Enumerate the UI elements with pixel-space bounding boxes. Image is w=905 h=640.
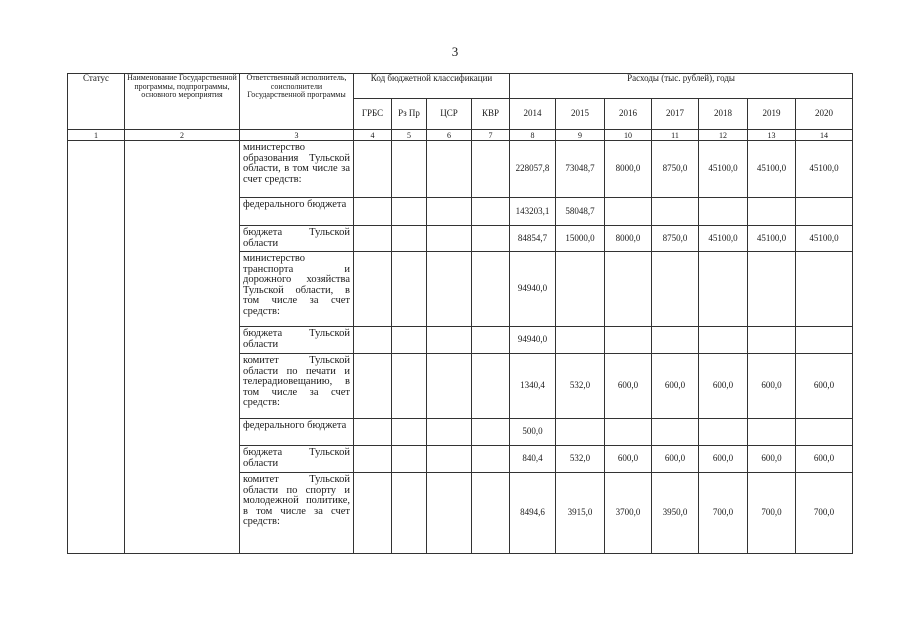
header-code-grbs: ГРБС	[354, 99, 392, 130]
value-cell: 94940,0	[510, 252, 556, 327]
value-cell: 840,4	[510, 446, 556, 473]
header-responsible: Ответственный исполнитель, соисполнители Государственной программы	[240, 74, 354, 130]
value-cell: 700,0	[748, 473, 796, 554]
value-cell: 600,0	[605, 354, 652, 419]
value-cell	[748, 419, 796, 446]
responsible-cell: министерство транспорта и дорожного хозяйства Тульской области, в том числе за счет средств:	[240, 252, 354, 327]
column-number: 6	[427, 130, 472, 141]
value-cell	[796, 327, 853, 354]
value-cell: 45100,0	[796, 141, 853, 198]
column-number: 1	[68, 130, 125, 141]
value-cell: 600,0	[699, 446, 748, 473]
column-number: 12	[699, 130, 748, 141]
responsible-cell: комитет Тульской области по спорту и молодежной политике, в том числе за счет средств:	[240, 473, 354, 554]
header-year: 2016	[605, 99, 652, 130]
value-cell: 45100,0	[748, 226, 796, 252]
value-cell: 600,0	[699, 354, 748, 419]
status-cell	[68, 141, 125, 554]
header-code-csr: ЦСР	[427, 99, 472, 130]
value-cell: 45100,0	[796, 226, 853, 252]
header-year: 2020	[796, 99, 853, 130]
value-cell: 600,0	[605, 446, 652, 473]
responsible-cell: федерального бюджета	[240, 419, 354, 446]
value-cell: 3950,0	[652, 473, 699, 554]
value-cell: 58048,7	[556, 198, 605, 226]
header-code-rzpr: Рз Пр	[392, 99, 427, 130]
column-number: 13	[748, 130, 796, 141]
value-cell	[605, 327, 652, 354]
value-cell: 3915,0	[556, 473, 605, 554]
header-year: 2014	[510, 99, 556, 130]
responsible-cell: бюджета Тульской области	[240, 446, 354, 473]
value-cell: 8494,6	[510, 473, 556, 554]
value-cell	[748, 327, 796, 354]
value-cell	[605, 198, 652, 226]
value-cell: 8750,0	[652, 226, 699, 252]
value-cell: 3700,0	[605, 473, 652, 554]
responsible-cell: федерального бюджета	[240, 198, 354, 226]
value-cell	[748, 252, 796, 327]
page-number: 3	[451, 44, 459, 59]
value-cell: 600,0	[748, 354, 796, 419]
value-cell: 73048,7	[556, 141, 605, 198]
column-numbers-row	[68, 130, 853, 141]
value-cell	[699, 252, 748, 327]
column-number: 3	[240, 130, 354, 141]
column-number: 4	[354, 130, 392, 141]
value-cell	[796, 419, 853, 446]
value-cell	[556, 419, 605, 446]
column-number: 7	[472, 130, 510, 141]
header-program-name: Наименование Государственной программы, подпрограммы, основного мероприятия	[125, 74, 240, 130]
header-year: 2019	[748, 99, 796, 130]
value-cell	[556, 252, 605, 327]
value-cell	[652, 327, 699, 354]
responsible-cell: бюджета Тульской области	[240, 226, 354, 252]
value-cell: 15000,0	[556, 226, 605, 252]
column-number: 10	[605, 130, 652, 141]
value-cell: 84854,7	[510, 226, 556, 252]
value-cell	[699, 419, 748, 446]
value-cell: 1340,4	[510, 354, 556, 419]
header-year: 2015	[556, 99, 605, 130]
header-budget-code: Код бюджетной классификации	[354, 74, 510, 99]
value-cell: 600,0	[748, 446, 796, 473]
value-cell	[652, 419, 699, 446]
column-number: 14	[796, 130, 853, 141]
value-cell: 600,0	[796, 354, 853, 419]
column-number: 2	[125, 130, 240, 141]
value-cell: 94940,0	[510, 327, 556, 354]
header-year: 2018	[699, 99, 748, 130]
program-name-cell	[125, 141, 240, 554]
value-cell: 600,0	[652, 446, 699, 473]
value-cell: 8750,0	[652, 141, 699, 198]
value-cell: 45100,0	[699, 141, 748, 198]
value-cell: 143203,1	[510, 198, 556, 226]
value-cell: 532,0	[556, 446, 605, 473]
value-cell: 45100,0	[748, 141, 796, 198]
value-cell: 532,0	[556, 354, 605, 419]
value-cell: 600,0	[796, 446, 853, 473]
value-cell: 700,0	[699, 473, 748, 554]
header-status: Статус	[68, 74, 125, 130]
responsible-cell: министерство образования Тульской области, в том числе за счет средств:	[240, 141, 354, 198]
responsible-cell: бюджета Тульской области	[240, 327, 354, 354]
table-row	[68, 141, 853, 198]
value-cell: 600,0	[652, 354, 699, 419]
header-code-kvr: КВР	[472, 99, 510, 130]
value-cell: 228057,8	[510, 141, 556, 198]
column-number: 8	[510, 130, 556, 141]
value-cell: 8000,0	[605, 226, 652, 252]
column-number: 11	[652, 130, 699, 141]
value-cell	[652, 198, 699, 226]
value-cell	[605, 419, 652, 446]
value-cell	[699, 198, 748, 226]
budget-table	[67, 73, 853, 554]
value-cell	[796, 252, 853, 327]
header-expenses: Расходы (тыс. рублей), годы	[510, 74, 853, 99]
column-number: 9	[556, 130, 605, 141]
value-cell: 500,0	[510, 419, 556, 446]
column-number: 5	[392, 130, 427, 141]
value-cell	[796, 198, 853, 226]
value-cell	[748, 198, 796, 226]
value-cell: 8000,0	[605, 141, 652, 198]
value-cell	[699, 327, 748, 354]
value-cell: 700,0	[796, 473, 853, 554]
header-year: 2017	[652, 99, 699, 130]
value-cell	[556, 327, 605, 354]
value-cell: 45100,0	[699, 226, 748, 252]
responsible-cell: комитет Тульской области по печати и телерадиовещанию, в том числе за счет средств:	[240, 354, 354, 419]
value-cell	[605, 252, 652, 327]
value-cell	[652, 252, 699, 327]
